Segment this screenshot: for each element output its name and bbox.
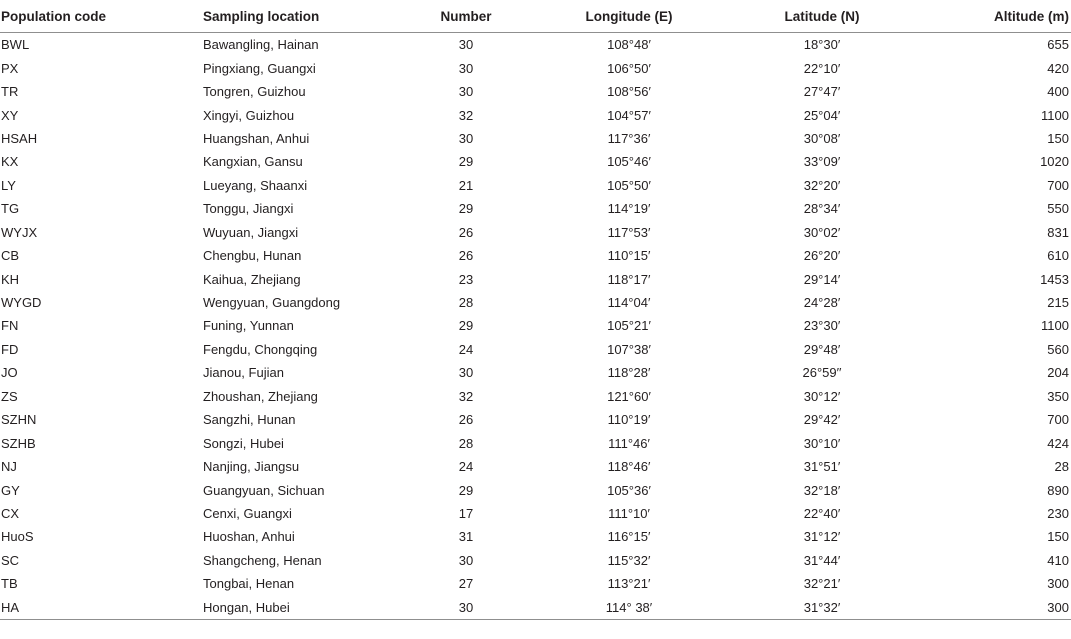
population-code-cell: PX bbox=[1, 60, 19, 76]
table-row bbox=[0, 291, 1071, 314]
longitude-cell: 118°46′ bbox=[607, 459, 651, 475]
latitude-cell: 24°28′ bbox=[803, 295, 841, 311]
number-cell: 27 bbox=[458, 576, 474, 592]
sampling-location-cell: Tonggu, Jiangxi bbox=[203, 201, 294, 217]
longitude-cell: 106°50′ bbox=[607, 60, 651, 76]
sampling-location-cell: Zhoushan, Zhejiang bbox=[203, 388, 318, 404]
population-code-cell: ZS bbox=[1, 388, 18, 404]
sampling-location-cell: Funing, Yunnan bbox=[203, 318, 294, 334]
latitude-cell: 26°59′′ bbox=[802, 365, 842, 381]
latitude-cell: 31°44′ bbox=[803, 552, 841, 568]
sampling-location-cell: Huangshan, Anhui bbox=[203, 130, 310, 146]
longitude-cell: 114° 38′ bbox=[521, 596, 709, 620]
altitude-cell: 560 bbox=[1047, 341, 1069, 357]
altitude-cell: 1100 bbox=[1041, 107, 1069, 123]
number-cell: 29 bbox=[458, 482, 474, 498]
sampling-location-cell: Nanjing, Jiangsu bbox=[203, 459, 300, 475]
altitude-cell: 204 bbox=[1047, 365, 1069, 381]
table-row bbox=[0, 385, 1071, 408]
altitude-cell: 150 bbox=[1047, 529, 1069, 545]
sampling-location-cell: Hongan, Hubei bbox=[203, 596, 411, 620]
table-row bbox=[0, 502, 1071, 525]
number-cell: 29 bbox=[458, 318, 474, 334]
sampling-location-cell: Bawangling, Hainan bbox=[203, 37, 319, 53]
longitude-cell: 114°04′ bbox=[607, 295, 651, 311]
longitude-cell: 110°19′ bbox=[607, 412, 651, 428]
table-row bbox=[0, 33, 1071, 57]
population-code-cell: TG bbox=[1, 201, 20, 217]
latitude-cell: 32°18′ bbox=[803, 482, 841, 498]
population-code-cell: XY bbox=[1, 107, 19, 123]
sampling-location-cell: Jianou, Fujian bbox=[203, 365, 284, 381]
sampling-location-cell: Tongren, Guizhou bbox=[203, 84, 306, 100]
longitude-cell: 116°15′ bbox=[607, 529, 651, 545]
number-cell: 26 bbox=[458, 224, 474, 240]
population-code-cell: FN bbox=[1, 318, 19, 334]
sampling-location-cell: Kangxian, Gansu bbox=[203, 154, 303, 170]
longitude-cell: 108°48′ bbox=[607, 37, 651, 53]
number-cell: 17 bbox=[458, 505, 474, 521]
table-row bbox=[0, 150, 1071, 173]
number-cell: 24 bbox=[458, 341, 474, 357]
header-latitude: Latitude (N) bbox=[709, 0, 907, 33]
sampling-location-cell: Songzi, Hubei bbox=[203, 435, 284, 451]
number-cell: 30 bbox=[458, 37, 474, 53]
table-row bbox=[0, 221, 1071, 244]
altitude-cell: 700 bbox=[1047, 412, 1069, 428]
sampling-location-cell: Kaihua, Zhejiang bbox=[203, 271, 301, 287]
table-header bbox=[0, 0, 1071, 33]
table-row bbox=[0, 572, 1071, 595]
longitude-cell: 108°56′ bbox=[607, 84, 651, 100]
latitude-cell: 31°12′ bbox=[803, 529, 841, 545]
latitude-cell: 30°08′ bbox=[803, 130, 841, 146]
altitude-cell: 700 bbox=[1047, 177, 1069, 193]
altitude-cell: 230 bbox=[1047, 505, 1069, 521]
population-code-cell: JO bbox=[1, 365, 18, 381]
longitude-cell: 118°28′ bbox=[607, 365, 651, 381]
table-row bbox=[0, 549, 1071, 572]
header-longitude: Longitude (E) bbox=[521, 0, 709, 33]
population-code-cell: TR bbox=[1, 84, 19, 100]
longitude-cell: 111°10′ bbox=[608, 505, 650, 521]
table-row bbox=[0, 244, 1071, 267]
latitude-cell: 29°14′ bbox=[803, 271, 841, 287]
number-cell: 24 bbox=[458, 459, 474, 475]
altitude-cell: 1100 bbox=[1041, 318, 1069, 334]
population-code-cell: CB bbox=[1, 248, 20, 264]
header-sampling-location: Sampling location bbox=[203, 0, 411, 33]
latitude-cell: 30°10′ bbox=[803, 435, 841, 451]
altitude-cell: 655 bbox=[1047, 37, 1069, 53]
altitude-cell: 300 bbox=[1047, 576, 1069, 592]
latitude-cell: 30°12′ bbox=[803, 388, 841, 404]
sampling-location-cell: Guangyuan, Sichuan bbox=[203, 482, 325, 498]
table-row bbox=[0, 267, 1071, 290]
number-cell: 29 bbox=[458, 201, 474, 217]
altitude-cell: 215 bbox=[1047, 295, 1069, 311]
number-cell: 23 bbox=[458, 271, 474, 287]
longitude-cell: 105°46′ bbox=[607, 154, 651, 170]
altitude-cell: 550 bbox=[1047, 201, 1069, 217]
population-code-cell: BWL bbox=[1, 37, 30, 53]
population-code-cell: SC bbox=[1, 552, 20, 568]
latitude-cell: 18°30′ bbox=[803, 37, 841, 53]
latitude-cell: 31°51′ bbox=[803, 459, 841, 475]
number-cell: 30 bbox=[458, 130, 474, 146]
table-row bbox=[0, 431, 1071, 454]
sampling-location-cell: Lueyang, Shaanxi bbox=[203, 177, 308, 193]
table-row bbox=[0, 455, 1071, 478]
altitude-cell: 28 bbox=[1054, 459, 1069, 475]
number-cell: 28 bbox=[458, 435, 474, 451]
longitude-cell: 115°32′ bbox=[607, 552, 651, 568]
population-code-cell: GY bbox=[1, 482, 20, 498]
latitude-cell: 22°10′ bbox=[803, 60, 841, 76]
number-cell: 29 bbox=[458, 154, 474, 170]
longitude-cell: 110°15′ bbox=[607, 248, 651, 264]
latitude-cell: 31°32′ bbox=[709, 596, 907, 620]
table-row bbox=[0, 478, 1071, 501]
population-code-cell: WYJX bbox=[1, 224, 38, 240]
number-cell: 31 bbox=[458, 529, 474, 545]
number-cell: 28 bbox=[458, 295, 474, 311]
number-cell: 30 bbox=[458, 365, 474, 381]
latitude-cell: 28°34′ bbox=[803, 201, 841, 217]
table-row bbox=[0, 56, 1071, 79]
longitude-cell: 121°60′ bbox=[607, 388, 651, 404]
population-code-cell: CX bbox=[1, 505, 20, 521]
longitude-cell: 105°36′ bbox=[607, 482, 651, 498]
header-number: Number bbox=[411, 0, 521, 33]
altitude-cell: 1453 bbox=[1040, 271, 1069, 287]
longitude-cell: 117°36′ bbox=[607, 130, 651, 146]
population-code-cell: HA bbox=[0, 596, 203, 620]
sampling-location-cell: Fengdu, Chongqing bbox=[203, 341, 318, 357]
number-cell: 30 bbox=[458, 84, 474, 100]
header-row bbox=[0, 0, 1071, 33]
table-row bbox=[0, 127, 1071, 150]
longitude-cell: 105°21′ bbox=[607, 318, 651, 334]
number-cell: 30 bbox=[411, 596, 521, 620]
latitude-cell: 30°02′ bbox=[803, 224, 841, 240]
table-row bbox=[0, 174, 1071, 197]
sampling-location-cell: Cenxi, Guangxi bbox=[203, 505, 292, 521]
table-row bbox=[0, 361, 1071, 384]
latitude-cell: 32°20′ bbox=[803, 177, 841, 193]
population-code-cell: LY bbox=[1, 177, 16, 193]
population-code-cell: WYGD bbox=[1, 295, 42, 311]
altitude-cell: 1020 bbox=[1040, 154, 1069, 170]
table-row bbox=[0, 103, 1071, 126]
altitude-cell: 400 bbox=[1047, 84, 1069, 100]
sampling-location-cell: Wuyuan, Jiangxi bbox=[203, 224, 299, 240]
altitude-cell: 350 bbox=[1047, 388, 1069, 404]
table-row bbox=[0, 525, 1071, 548]
latitude-cell: 26°20′ bbox=[803, 248, 841, 264]
altitude-cell: 831 bbox=[1047, 224, 1069, 240]
altitude-cell: 890 bbox=[1047, 482, 1069, 498]
population-code-cell: SZHB bbox=[1, 435, 36, 451]
population-code-cell: KH bbox=[1, 271, 20, 287]
longitude-cell: 117°53′ bbox=[607, 224, 651, 240]
sampling-location-cell: Pingxiang, Guangxi bbox=[203, 60, 316, 76]
longitude-cell: 118°17′ bbox=[607, 271, 651, 287]
latitude-cell: 22°40′ bbox=[803, 505, 841, 521]
latitude-cell: 29°48′ bbox=[803, 341, 841, 357]
number-cell: 32 bbox=[458, 388, 474, 404]
number-cell: 26 bbox=[458, 412, 474, 428]
latitude-cell: 33°09′ bbox=[803, 154, 841, 170]
longitude-cell: 111°46′ bbox=[608, 435, 650, 451]
longitude-cell: 114°19′ bbox=[607, 201, 651, 217]
sampling-location-cell: Xingyi, Guizhou bbox=[203, 107, 295, 123]
sampling-location-cell: Chengbu, Hunan bbox=[203, 248, 302, 264]
latitude-cell: 23°30′ bbox=[803, 318, 841, 334]
altitude-cell: 420 bbox=[1047, 60, 1069, 76]
table-row bbox=[0, 197, 1071, 220]
number-cell: 21 bbox=[458, 177, 474, 193]
longitude-cell: 105°50′ bbox=[607, 177, 651, 193]
altitude-cell: 424 bbox=[1047, 435, 1069, 451]
population-code-cell: TB bbox=[1, 576, 18, 592]
table-row bbox=[0, 408, 1071, 431]
sampling-location-cell: Tongbai, Henan bbox=[203, 576, 295, 592]
population-code-cell: FD bbox=[1, 341, 19, 357]
population-code-cell: SZHN bbox=[1, 412, 37, 428]
longitude-cell: 107°38′ bbox=[607, 341, 651, 357]
population-code-cell: NJ bbox=[1, 459, 17, 475]
table-body bbox=[0, 33, 1071, 620]
sampling-location-cell: Huoshan, Anhui bbox=[203, 529, 295, 545]
population-code-cell: KX bbox=[1, 154, 19, 170]
latitude-cell: 25°04′ bbox=[803, 107, 841, 123]
header-altitude: Altitude (m) bbox=[907, 0, 1071, 33]
sampling-location-cell: Shangcheng, Henan bbox=[203, 552, 322, 568]
sampling-location-cell: Sangzhi, Hunan bbox=[203, 412, 296, 428]
altitude-cell: 300 bbox=[907, 596, 1071, 620]
altitude-cell: 410 bbox=[1047, 552, 1069, 568]
table-row bbox=[0, 338, 1071, 361]
altitude-cell: 610 bbox=[1047, 248, 1069, 264]
altitude-cell: 150 bbox=[1047, 130, 1069, 146]
table-row bbox=[0, 596, 1071, 620]
number-cell: 32 bbox=[458, 107, 474, 123]
table-row bbox=[0, 314, 1071, 337]
latitude-cell: 29°42′ bbox=[803, 412, 841, 428]
number-cell: 26 bbox=[458, 248, 474, 264]
header-population-code: Population code bbox=[0, 0, 203, 33]
longitude-cell: 104°57′ bbox=[607, 107, 651, 123]
latitude-cell: 27°47′ bbox=[803, 84, 841, 100]
table-row bbox=[0, 80, 1071, 103]
latitude-cell: 32°21′ bbox=[803, 576, 841, 592]
population-code-cell: HSAH bbox=[1, 130, 38, 146]
longitude-cell: 113°21′ bbox=[607, 576, 651, 592]
number-cell: 30 bbox=[458, 552, 474, 568]
population-code-cell: HuoS bbox=[1, 529, 34, 545]
number-cell: 30 bbox=[458, 60, 474, 76]
sampling-location-cell: Wengyuan, Guangdong bbox=[203, 295, 341, 311]
